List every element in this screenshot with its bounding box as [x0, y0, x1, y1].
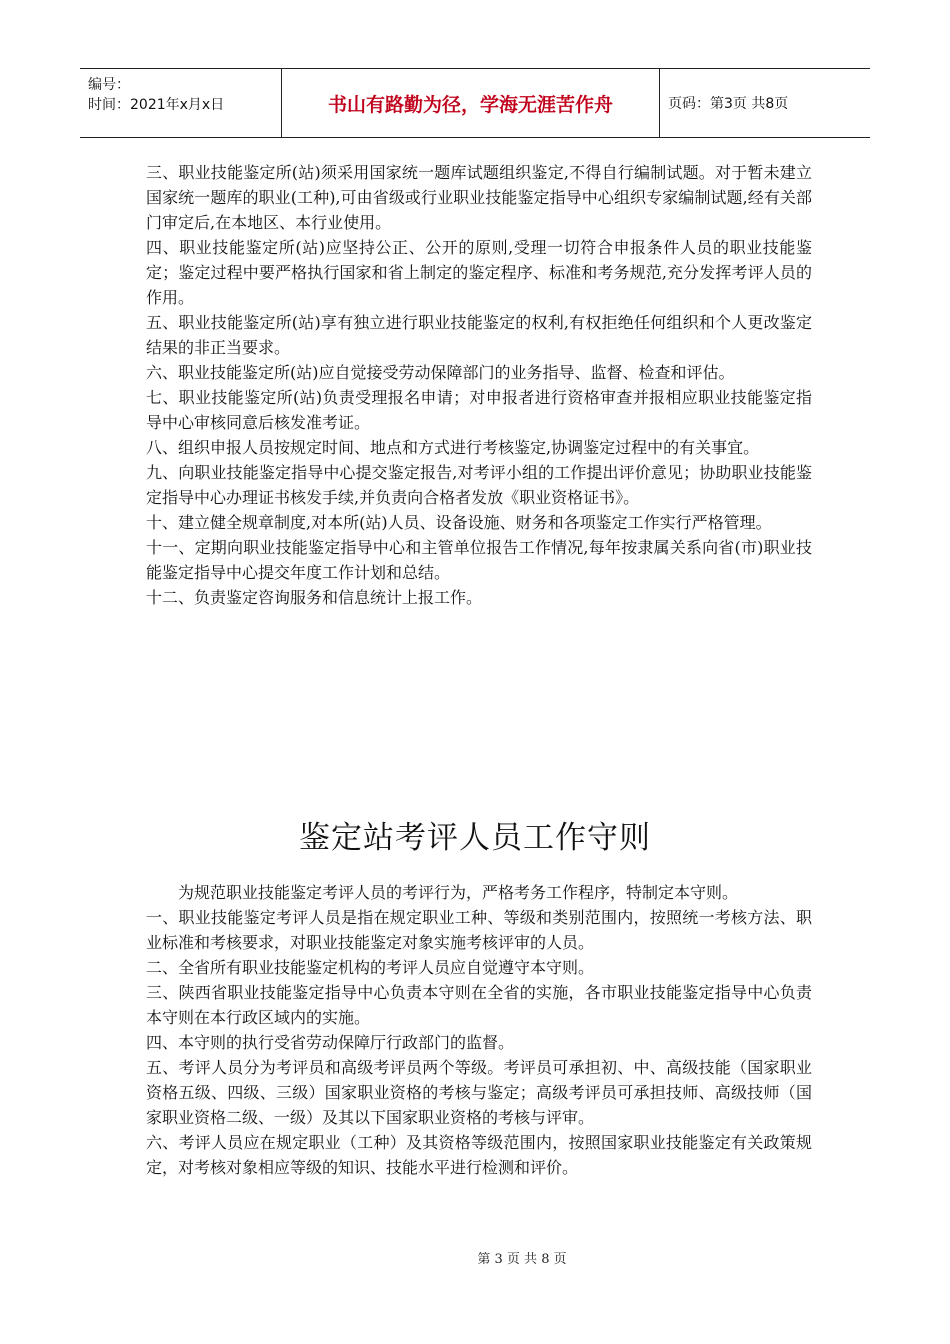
- paragraph: 二、全省所有职业技能鉴定机构的考评人员应自觉遵守本守则。: [146, 958, 595, 977]
- paragraph: 六、考评人员应在规定职业（工种）及其资格等级范围内，按照国家职业技能鉴定有关政策规定，对考核对象相应等级的知识、技能水平进行检测和评价。: [146, 1133, 812, 1177]
- document-time-label: 时间：2021年x月x日: [88, 97, 225, 113]
- section-examiner-rules: [146, 880, 812, 1180]
- document-number-label: 编号：: [88, 77, 130, 93]
- paragraph: 四、职业技能鉴定所(站)应坚持公正、公开的原则,受理一切符合申报条件人员的职业技能鉴定；鉴定过程中要严格执行国家和省上制定的鉴定程序、标准和考务规范,充分发挥考评人员的作用。: [146, 238, 812, 307]
- paragraph: 三、职业技能鉴定所(站)须采用国家统一题库试题组织鉴定,不得自行编制试题。对于暂未建立国家统一题库的职业(工种),可由省级或行业职业技能鉴定指导中心组织专家编制试题,经有关部门审定后,在本地区、本行业使用。: [146, 163, 812, 232]
- paragraph: 十一、定期向职业技能鉴定指导中心和主管单位报告工作情况,每年按隶属关系向省(市)职业技能鉴定指导中心提交年度工作计划和总结。: [146, 538, 812, 582]
- paragraph: 六、职业技能鉴定所(站)应自觉接受劳动保障部门的业务指导、监督、检查和评估。: [146, 363, 735, 382]
- paragraph: 四、本守则的执行受省劳动保障厅行政部门的监督。: [146, 1033, 515, 1052]
- document-title: 鉴定站考评人员工作守则: [299, 820, 651, 856]
- paragraph: 五、职业技能鉴定所(站)享有独立进行职业技能鉴定的权利,有权拒绝任何组织和个人更改鉴定结果的非正当要求。: [146, 313, 812, 357]
- paragraph: 五、考评人员分为考评员和高级考评员两个等级。考评员可承担初、中、高级技能（国家职业资格五级、四级、三级）国家职业资格的考核与鉴定；高级考评员可承担技师、高级技师（国家职业资格二级、一级）及其以下国家职业资格的考核与评审。: [146, 1058, 812, 1127]
- intro-paragraph: 为规范职业技能鉴定考评人员的考评行为，严格考务工作程序，特制定本守则。: [178, 883, 739, 902]
- paragraph: 十、建立健全规章制度,对本所(站)人员、设备设施、财务和各项鉴定工作实行严格管理。: [146, 513, 772, 532]
- header-page-label: 页码：第3页 共8页: [668, 96, 789, 112]
- paragraph: 七、职业技能鉴定所(站)负责受理报名申请；对申报者进行资格审查并报相应职业技能鉴定指导中心审核同意后核发准考证。: [146, 388, 812, 432]
- page-footer: 第 3 页 共 8 页: [477, 1252, 567, 1267]
- paragraph: 九、向职业技能鉴定指导中心提交鉴定报告,对考评小组的工作提出评价意见；协助职业技能鉴定指导中心办理证书核发手续,并负责向合格者发放《职业资格证书》。: [146, 463, 812, 507]
- paragraph: 三、陕西省职业技能鉴定指导中心负责本守则在全省的实施，各市职业技能鉴定指导中心负责本守则在本行政区域内的实施。: [146, 983, 812, 1027]
- section-station-duties: [146, 160, 812, 610]
- paragraph: 十二、负责鉴定咨询服务和信息统计上报工作。: [146, 588, 483, 607]
- paragraph: 八、组织申报人员按规定时间、地点和方式进行考核鉴定,协调鉴定过程中的有关事宜。: [146, 438, 760, 457]
- header-motto: 书山有路勤为径，学海无涯苦作舟: [282, 69, 660, 137]
- document-header: [80, 68, 870, 138]
- header-meta: [80, 69, 282, 137]
- paragraph: 一、职业技能鉴定考评人员是指在规定职业工种、等级和类别范围内，按照统一考核方法、职业标准和考核要求，对职业技能鉴定对象实施考核评审的人员。: [146, 908, 812, 952]
